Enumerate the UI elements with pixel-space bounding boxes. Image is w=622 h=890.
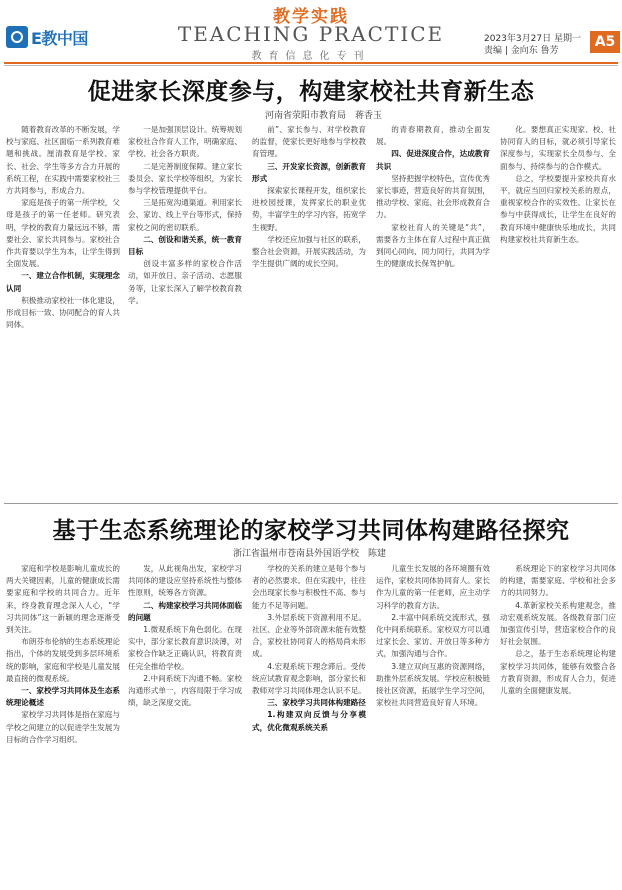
paragraph: 一是加强顶层设计。统筹规划家校社合作育人工作，明确家庭、学校、社会各方职责。 [128, 125, 242, 159]
section-subtitle: 教育信息化专刊 [251, 51, 371, 62]
paragraph: 3.建立双向互惠的资源网络，助推外层系统发展。学校应积极链接社区资源，拓展学生学习空间，家校社共同营造良好育人环境。 [376, 661, 490, 708]
article2-column-1 [6, 563, 120, 888]
paragraph: 2.丰富中间系统交流形式，强化中间系统联系。家校双方可以通过家长会、家访、开放日等多种方式，加强沟通与合作。 [376, 612, 490, 659]
section-title-en: TEACHING PRACTICE [177, 22, 445, 46]
subheading: 三、家校学习共同体构建路径 [267, 698, 366, 708]
paragraph: 3.外层系统下资源利用不足。社区、企业等外部资源未能有效整合，家校社协同育人的格局尚未形成。 [252, 612, 366, 659]
masthead [0, 0, 622, 66]
paragraph: 三是拓宽沟通渠道。利用家长会、家访、线上平台等形式，保持家校之间的密切联系。 [128, 198, 242, 232]
masthead-rule [4, 62, 618, 64]
article1-column-1 [6, 124, 120, 498]
paragraph: 前”、家长参与、对学校教育的监督，使家长更好地参与学校教育管理。 [252, 125, 366, 159]
paragraph: 4.革新家校关系构建观念，推动宏观系统发展。各级教育部门应加强宣传引导，营造家校合作的良好社会氛围。 [500, 600, 616, 647]
logo-text: E教中国 [31, 28, 88, 48]
paragraph: 探索家长课程开发，组织家长进校园授课，发挥家长的职业优势，丰富学生的学习内容，拓宽学生视野。 [252, 186, 366, 232]
paragraph: 发，从此视角出发，家校学习共同体的建设应坚持系统性与整体性原则，统筹各方资源。 [128, 564, 242, 598]
paragraph: 创设丰富多样的家校合作活动，如开放日、亲子活动、志愿服务等，让家长深入了解学校教育教学。 [128, 259, 242, 305]
article2-byline: 浙江省温州市苍南县外国语学校 陈建 [232, 549, 386, 559]
article1-column-4 [376, 124, 490, 498]
paragraph: 二是完善制度保障。建立家长委员会、家长学校等组织，为家长参与学校管理提供平台。 [128, 161, 242, 196]
paragraph: 学校还应加强与社区的联系，整合社会资源，开展实践活动，为学生提供广阔的成长空间。 [252, 234, 366, 269]
paragraph: 4.宏观系统下理念滞后。受传统应试教育观念影响，部分家长和教师对学习共同体理念认识不足。 [252, 661, 366, 696]
paragraph: 儿童生长发展的各环境圈有效运作，家校共同体协同育人。家长作为儿童的第一任老师，应主动学习科学的教育方法。 [376, 564, 490, 610]
article2-column-4 [376, 563, 490, 888]
paragraph: 积极推动家校社一体化建设，形成目标一致、协同配合的育人共同体。 [6, 295, 120, 330]
article1-byline: 河南省荥阳市教育局 蒋香玉 [264, 111, 382, 121]
subheading: 1.构建双向反馈与分享模式，优化微观系统关系 [252, 710, 366, 732]
paragraph: 随着教育改革的不断发展，学校与家庭、社区面临一系列教育难题和挑战。厘清教育是学校、家长、社会、学生等多方合力开展的系统工程，在实践中需要家校社三方共同参与，形成合力。 [6, 125, 120, 196]
article2-column-3 [252, 563, 366, 888]
paragraph: 总之，基于生态系统理论构建家校学习共同体，能够有效整合各方教育资源，形成育人合力，促进儿童的全面健康发展。 [500, 649, 616, 696]
paragraph: 总之，学校要提升家校共育水平，就应当回归家校关系的原点，重视家校合作的实效性。让家长在参与中获得成长，让学生在良好的教育环境中健康快乐地成长，共同构建家校社共育新生态。 [500, 173, 616, 244]
subheading: 一、家校学习共同体及生态系统理论概述 [6, 686, 120, 708]
article2-title: 基于生态系统理论的家校学习共同体构建路径探究 [52, 518, 570, 544]
paragraph: 化。要想真正实现家、校、社协同育人的目标，就必须引导家长深度参与，实现家长全员参与、全面参与、持续参与的合作模式。 [500, 125, 616, 171]
subheading: 四、促进深度合作，达成教育共识 [376, 149, 490, 171]
article1-column-3 [252, 124, 366, 498]
article1-column-5 [500, 124, 616, 498]
section-title-cn: 教学实践 [273, 7, 349, 27]
editor-credit: 责编 | 金向东 鲁芳 [484, 46, 559, 56]
paragraph: 家庭是孩子的第一所学校，父母是孩子的第一任老师。研究表明，学校的教育力量远远不够，需要社会、家长共同参与。家校社合作共育要以学生为本，让学生得到全面发展。 [6, 198, 120, 269]
paragraph: 家校学习共同体是指在家庭与学校之间建立的以促进学生发展为目标的合作学习组织。 [6, 710, 120, 744]
issue-date: 2023年3月27日 星期一 [484, 34, 581, 44]
paragraph: 学校的关系的建立是每个参与者的必然要求。但在实践中，往往会出现家长参与积极性不高、参与能力不足等问题。 [252, 564, 366, 610]
subheading: 二、构建家校学习共同体面临的问题 [128, 600, 242, 622]
paragraph: 系统理论下的家校学习共同体的构建，需要家庭、学校和社会多方的共同努力。 [500, 564, 616, 598]
subheading: 二、创设和谐关系，统一教育目标 [128, 234, 242, 257]
article1-title: 促进家长深度参与，构建家校社共育新生态 [87, 79, 535, 105]
paragraph: 1.微观系统下角色弱化。在现实中，部分家长教育意识淡薄，对家校合作缺乏正确认识，将教育责任完全推给学校。 [128, 625, 242, 671]
paragraph: 的青春期教育，推动全面发展。 [376, 125, 490, 147]
paragraph: 家校社育人的关键是“共”，需要各方主体在育人过程中真正做到同心同向、同力同行，共同为学生的健康成长保驾护航。 [376, 222, 490, 269]
paragraph: 2.中间系统下沟通不畅。家校沟通形式单一，内容局限于学习成绩，缺乏深度交流。 [128, 673, 242, 708]
subheading: 三、开发家长资源，创新教育形式 [252, 161, 366, 183]
paragraph: 布朗芬布伦纳的生态系统理论指出，个体的发展受到多层环境系统的影响，家庭和学校是儿童发展最直接的微观系统。 [6, 637, 120, 683]
article1-column-2 [128, 124, 242, 498]
subheading: 一、建立合作机制，实现理念认同 [6, 271, 120, 293]
article-divider [4, 503, 618, 504]
page-number-badge: A5 [590, 31, 620, 53]
article2-column-5 [500, 563, 616, 888]
paragraph: 家庭和学校是影响儿童成长的两大关键因素，儿童的健康成长需要家庭和学校的共同合力。近年来，终身教育理念深入人心，“学习共同体”这一新颖的理念逐渐受到关注。 [6, 564, 120, 635]
masthead-thin-rule [4, 65, 618, 66]
article2-column-2 [128, 563, 242, 888]
paragraph: 坚持把握学校特色，宣传优秀家长事迹，营造良好的共育氛围，推动学校、家庭、社会形成教育合力。 [376, 173, 490, 220]
